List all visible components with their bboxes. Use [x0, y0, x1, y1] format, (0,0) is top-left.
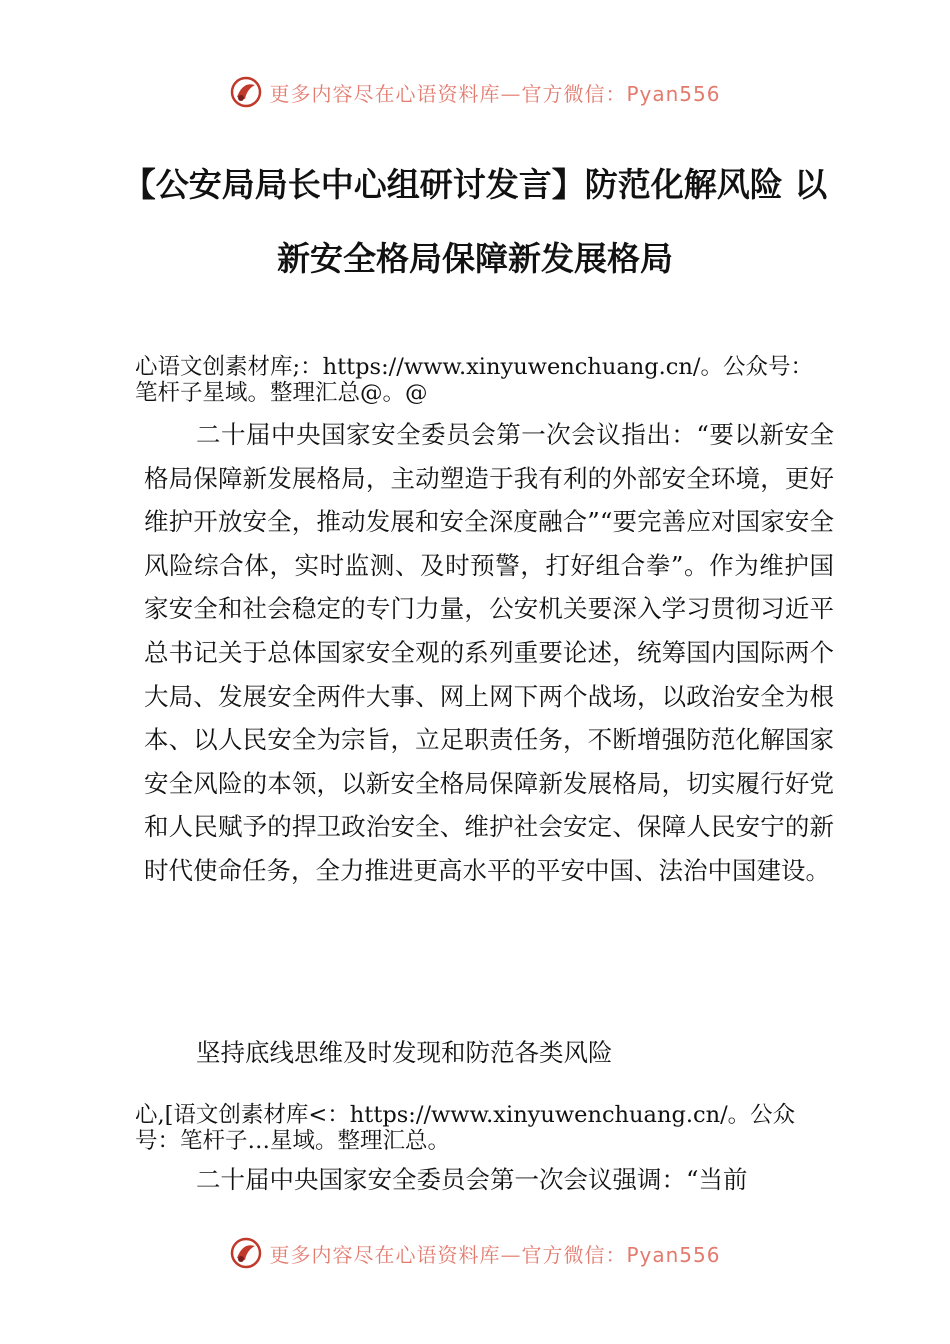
- body-paragraph: 二十届中央国家安全委员会第一次会议指出：“要以新安全格局保障新发展格局，主动塑造于我有利的外部安全环境，更好维护开放安全，推动发展和安全深度融合”“要完善应对国家安全风险综合体，实时监测、及时预警，打好组合拳”。作为维护国家安全和社会稳定的专门力量，公安机关要深入学习贯彻习近平总书记关于总体国家安全观的系列重要论述，统筹国内国际两个大局、发展安全两件大事、网上网下两个战场，以政治安全为根本、以人民安全为宗旨，立足职责任务，不断增强防范化解国家安全风险的本领，以新安全格局保障新发展格局，切实履行好党和人民赋予的捍卫政治安全、维护社会安定、保障人民安宁的新时代使命任务，全力推进更高水平的平安中国、法治中国建设。: [144, 420, 834, 885]
- banner-dash: —: [500, 1242, 522, 1267]
- header-banner: [0, 72, 950, 112]
- body-paragraph-2: 二十届中央国家安全委员会第一次会议强调：“当前: [196, 1165, 748, 1194]
- source-note: 心语文创素材库;：https://www.xinyuwenchuang.cn/。公众号：笔杆子星域。整理汇总@。@: [135, 354, 813, 406]
- banner-main-text: 更多内容尽在心语资料库: [269, 1242, 501, 1267]
- source-note-2: 心,[语文创素材库<：https://www.xinyuwenchuang.cn/。公众号：笔杆子…星域。整理汇总。: [135, 1102, 796, 1154]
- banner-text: [269, 78, 720, 107]
- banner-text: [269, 1239, 720, 1268]
- banner-wechat-text: 官方微信：Pyan556: [521, 81, 721, 106]
- banner-dash: —: [500, 81, 522, 106]
- banner-wechat-text: 官方微信：Pyan556: [521, 1242, 721, 1267]
- footer-banner: [0, 1233, 950, 1273]
- banner-main-text: 更多内容尽在心语资料库: [269, 81, 501, 106]
- xinyu-logo-icon: [229, 1236, 263, 1270]
- document-title: 【公安局局长中心组研讨发言】防范化解风险 以新安全格局保障新发展格局: [122, 165, 828, 278]
- section-heading: 坚持底线思维及时发现和防范各类风险: [196, 1038, 613, 1067]
- xinyu-logo-icon: [229, 75, 263, 109]
